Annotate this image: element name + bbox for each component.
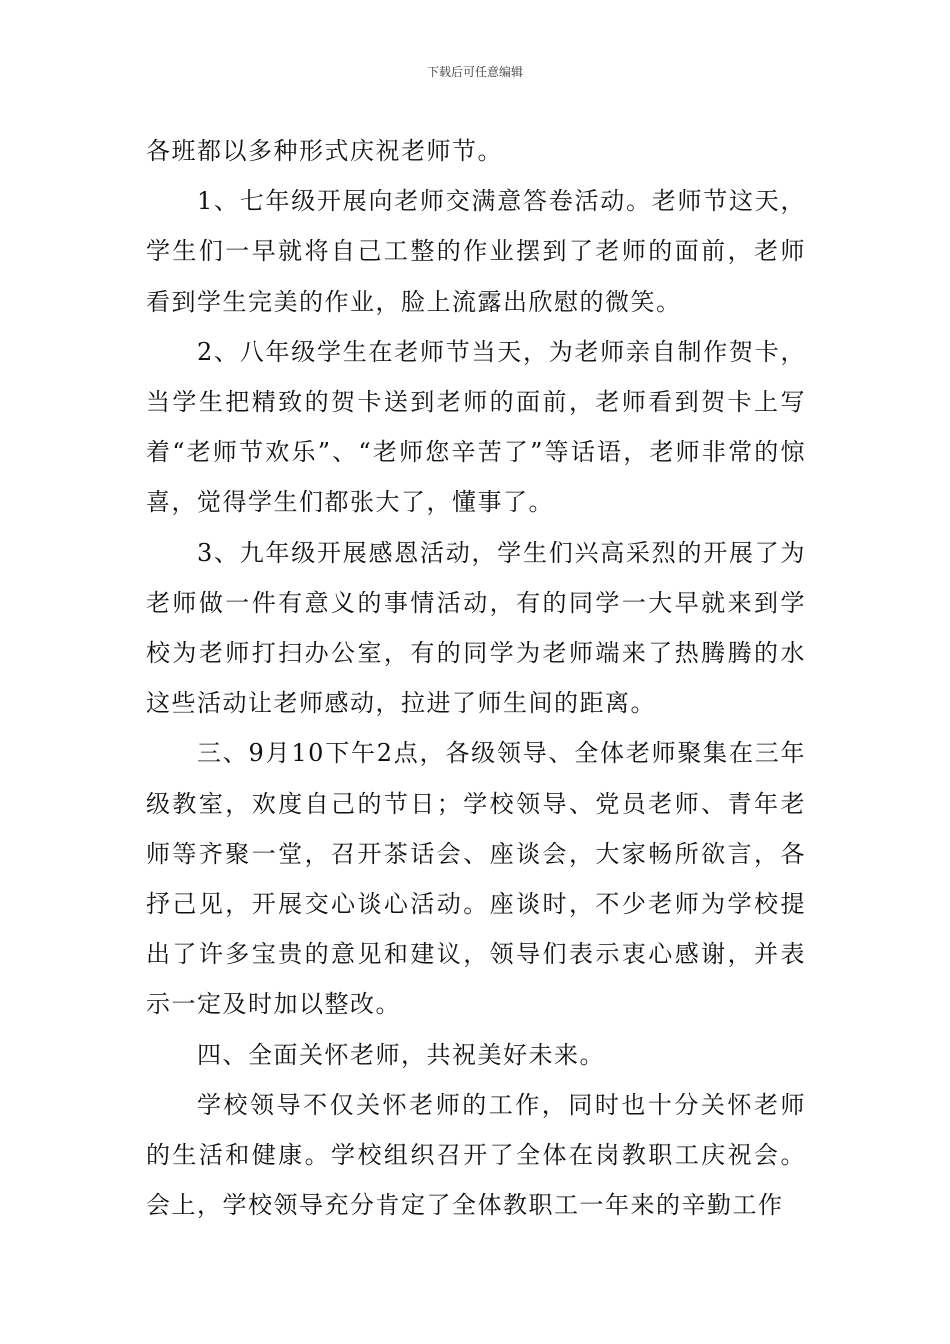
document-body [146, 126, 806, 1230]
paragraph-3: 2、八年级学生在老师节当天，为老师亲自制作贺卡，当学生把精致的贺卡送到老师的面前，老师看到贺卡上写着“老师节欢乐”、“老师您辛苦了”等话语，老师非常的惊喜，觉得学生们都张大了，懂事了。 [146, 337, 806, 517]
paragraph-7: 学校领导不仅关怀老师的工作，同时也十分关怀老师的生活和健康。学校组织召开了全体在岗教职工庆祝会。会上，学校领导充分肯定了全体教职工一年来的辛勤工作 [146, 1090, 806, 1220]
paragraph-4: 3、九年级开展感恩活动，学生们兴高采烈的开展了为老师做一件有意义的事情活动，有的同学一大早就来到学校为老师打扫办公室，有的同学为老师端来了热腾腾的水这些活动让老师感动，拉进了师生间的距离。 [146, 538, 806, 718]
paragraph-1: 各班都以多种形式庆祝老师节。 [146, 137, 503, 165]
paragraph-6: 四、全面关怀老师，共祝美好未来。 [197, 1040, 605, 1069]
paragraph-5: 三、9月10下午2点，各级领导、全体老师聚集在三年级教室，欢度自己的节日；学校领导、党员老师、青年老师等齐聚一堂，召开茶话会、座谈会，大家畅所欲言，各抒己见，开展交心谈心活动。座谈时，不少老师为学校提出了许多宝贵的意见和建议，领导们表示衷心感谢，并表示一定及时加以整改。 [146, 739, 806, 1019]
paragraph-2: 1、七年级开展向老师交满意答卷活动。老师节这天，学生们一早就将自己工整的作业摆到了老师的面前，老师看到学生完美的作业，脸上流露出欣慰的微笑。 [146, 187, 806, 316]
page-header: 下载后可任意编辑 [426, 65, 523, 79]
